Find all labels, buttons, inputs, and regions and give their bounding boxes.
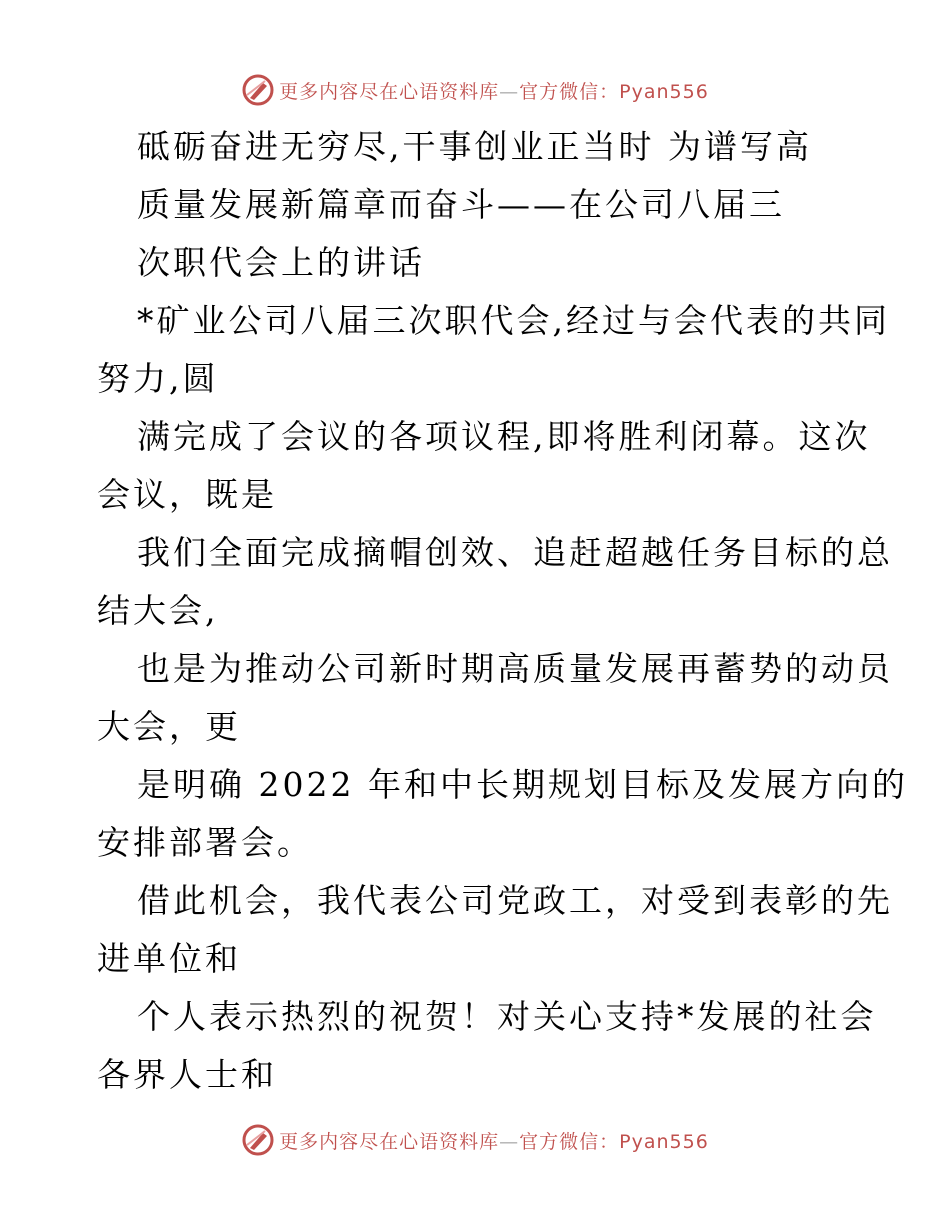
paragraph-line: *矿业公司八届三次职代会,经过与会代表的共同	[137, 301, 890, 340]
title-line-2: 质量发展新篇章而奋斗——在公司八届三	[137, 185, 785, 224]
title-line-1: 砥砺奋进无穷尽,干事创业正当时 为谱写高	[137, 127, 812, 166]
footer-watermark	[0, 1120, 950, 1160]
paragraph-line: 满完成了会议的各项议程,即将胜利闭幕。这次	[137, 417, 871, 456]
watermark-contact: 官方微信：Pyan556	[519, 1130, 709, 1153]
paragraph-line: 也是为推动公司新时期高质量发展再蓄势的动员	[137, 649, 893, 688]
paragraph-line-wrap: 会议，既是	[97, 475, 277, 514]
watermark-dash: —	[499, 1130, 520, 1153]
pen-logo-icon	[241, 73, 275, 107]
document-body	[97, 118, 908, 1104]
paragraph-line: 借此机会，我代表公司党政工，对受到表彰的先	[137, 881, 893, 920]
watermark-dash: —	[499, 80, 520, 103]
watermark-brand: 更多内容尽在心语资料库	[279, 1130, 500, 1153]
watermark-text	[279, 1127, 709, 1154]
paragraph-line: 个人表示热烈的祝贺！对关心支持*发展的社会	[137, 997, 877, 1036]
watermark-contact: 官方微信：Pyan556	[519, 80, 709, 103]
paragraph-line: 我们全面完成摘帽创效、追赶超越任务目标的总	[137, 533, 893, 572]
paragraph-line-wrap: 各界人士和	[97, 1055, 277, 1094]
title-line-3: 次职代会上的讲话	[137, 243, 425, 282]
paragraph-line: 是明确 2022 年和中长期规划目标及发展方向的	[137, 765, 908, 804]
watermark-brand: 更多内容尽在心语资料库	[279, 80, 500, 103]
header-watermark	[0, 70, 950, 110]
paragraph-line-wrap: 进单位和	[97, 939, 241, 978]
paragraph-line-wrap: 安排部署会。	[97, 823, 313, 862]
pen-logo-icon	[241, 1123, 275, 1157]
paragraph-line-wrap: 努力,圆	[97, 359, 219, 398]
paragraph-line-wrap: 大会，更	[97, 707, 241, 746]
watermark-text	[279, 77, 709, 104]
paragraph-line-wrap: 结大会,	[97, 591, 219, 630]
